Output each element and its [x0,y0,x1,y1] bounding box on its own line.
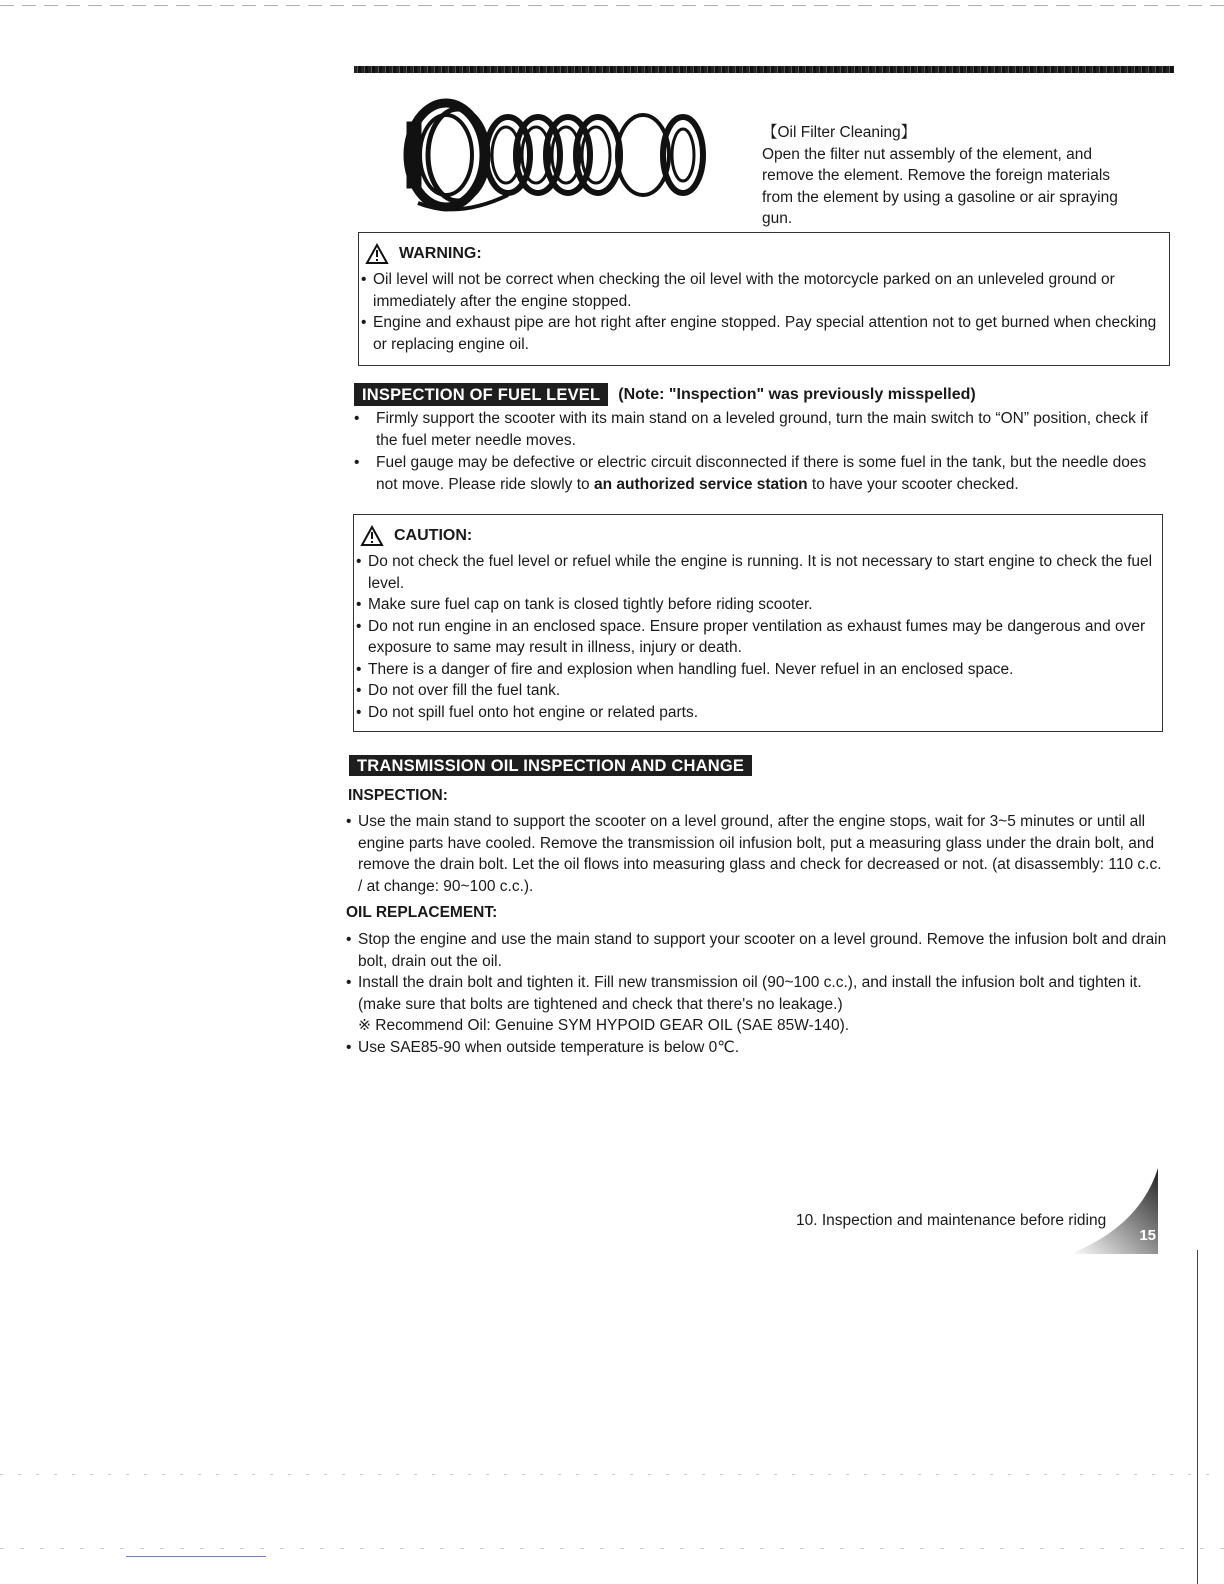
scan-artifact-dots [0,1474,1224,1475]
fuel-item-text: to have your scooter checked. [807,475,1019,493]
warning-list [359,269,1161,355]
fuel-item-bold: an authorized service station [593,475,808,493]
oil-filter-line: gun. [762,210,793,227]
caution-item: • Do not over fill the fuel tank. [354,680,1154,702]
scan-artifact-top [0,5,1224,6]
oil-filter-line: from the element by using a gasoline or air spraying [762,188,1118,206]
inspection-list [345,811,1167,897]
caution-title-text: CAUTION: [394,527,473,544]
inspection-subheading: INSPECTION: [348,787,448,804]
caution-title [354,521,1154,551]
oil-filter-line: Open the filter nut assembly of the element, and [762,145,1092,163]
warning-title [359,239,1161,269]
recommend-oil-note: ※ Recommend Oil: Genuine SYM HYPOID GEAR OIL (SAE 85W-140). [358,1017,850,1034]
fuel-level-heading [354,383,976,406]
fuel-heading-note: (Note: "Inspection" was previously misspelled) [618,385,976,403]
warning-item: • Engine and exhaust pipe are hot right after engine stopped. Pay special attention not to get burned when checking or replacing engine oil. [359,312,1161,355]
header-rule [354,66,1174,73]
replacement-item: • Install the drain bolt and tighten it. Fill new transmission oil (90~100 c.c.), and install the infusion bolt and tighten it. (make sure that bolts are tightened and check that there's no leakage.) [345,972,1167,1015]
oil-filter-title: 【Oil Filter Cleaning】 [762,124,917,141]
oil-replacement-subheading: OIL REPLACEMENT: [346,904,498,921]
replacement-item: • Stop the engine and use the main stand to support your scooter on a level ground. Remove the infusion bolt and drain bolt, drain out the oil. [345,929,1167,972]
oil-filter-cleaning [762,122,1167,230]
oil-filter-illustration [398,95,710,215]
replacement-item: • Use SAE85-90 when outside temperature is below 0℃. [345,1037,1167,1059]
warning-box [358,232,1170,366]
warning-title-text: WARNING: [399,245,482,262]
caution-box [353,514,1163,732]
oil-replacement-list [345,929,1167,1058]
transmission-heading [349,756,752,776]
warning-item: • Oil level will not be correct when checking the oil level with the motorcycle parked on an unleveled ground or immediately after the engine stopped. [359,269,1161,312]
fuel-item: • Firmly support the scooter with its main stand on a leveled ground, turn the main switch to “ON” position, check if the fuel meter needle moves. [352,408,1172,451]
warning-triangle-icon [365,243,389,265]
caution-item: • Do not spill fuel onto hot engine or related parts. [354,702,1154,724]
caution-item: • Do not check the fuel level or refuel while the engine is running. It is not necessary to start engine to check the fuel level. [354,551,1154,594]
scan-artifact-underline [126,1556,266,1557]
caution-list [354,551,1154,723]
page-number: 15 [1139,1227,1156,1244]
scan-artifact-dots [0,1548,1224,1549]
fuel-heading-label: INSPECTION OF FUEL LEVEL [354,383,608,406]
fuel-item [352,452,1172,495]
fuel-list [352,408,1172,496]
inspection-item: • Use the main stand to support the scooter on a level ground, after the engine stops, wait for 3~5 minutes or until all engine parts have cooled. Remove the transmission oil infusion bolt, put a measuring glass under the drain bolt, and remove the drain bolt. Let the oil flows into measuring glass and check for decreased or not. (at disassembly: 110 c.c. / at change: 90~100 c.c.). [345,811,1167,897]
fuel-item-text: Fuel gauge may be defective or electric circuit disconnected if there is some fuel in the tank, but the needle does not move. Please ride slowly to [376,454,1147,493]
scan-edge-line [1197,1250,1198,1584]
oil-filter-line: remove the element. Remove the foreign materials [762,167,1111,184]
page-number-corner [1066,1166,1160,1256]
caution-item: • Do not run engine in an enclosed space. Ensure proper ventilation as exhaust fumes may be dangerous and over exposure to same may result in illness, injury or death. [354,616,1154,659]
caution-item: • There is a danger of fire and explosion when handling fuel. Never refuel in an enclosed space. [354,659,1154,681]
caution-triangle-icon [360,525,384,547]
caution-item: • Make sure fuel cap on tank is closed tightly before riding scooter. [354,594,1154,616]
transmission-heading-label: TRANSMISSION OIL INSPECTION AND CHANGE [349,755,752,776]
footer-chapter-title: 10. Inspection and maintenance before riding [796,1212,1107,1229]
